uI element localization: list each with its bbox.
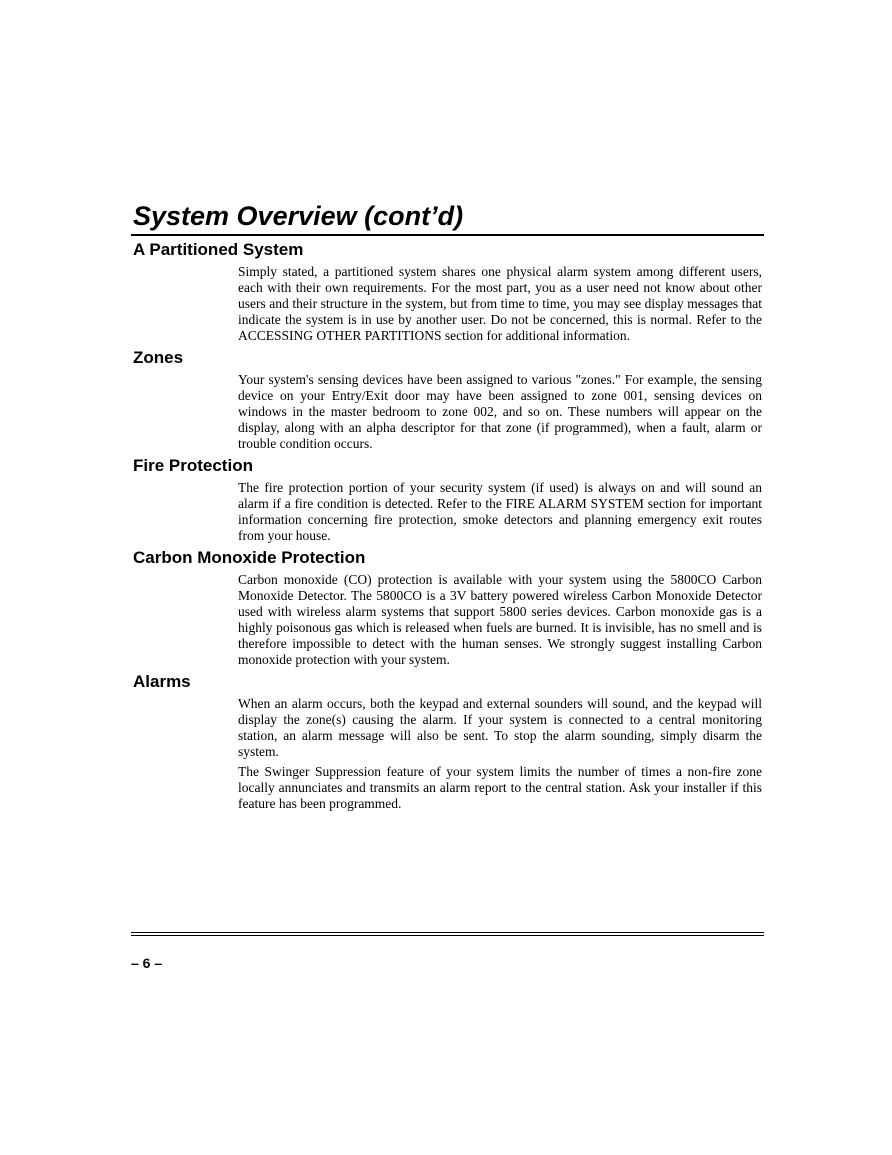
section-paragraph: The fire protection portion of your security system (if used) is always on and will sound an alarm if a fire condition is detected. Refer to the FIRE ALARM SYSTEM section for important information concerning fire protection, smoke detectors and planning emergency exit routes from your house. [238, 480, 762, 543]
section-heading: A Partitioned System [133, 240, 304, 259]
section-heading: Alarms [133, 672, 191, 691]
section-fire-protection [131, 456, 764, 544]
section-paragraph: Simply stated, a partitioned system shares one physical alarm system among different users, each with their own requirements. For the most part, you as a user need not know about other users and their structure in the system, but from time to time, you may see display messages that indicate the system is in use by another user. Do not be concerned, this is normal. Refer to the ACCESSING OTHER PARTITIONS section for additional information. [238, 264, 762, 343]
section-paragraph: When an alarm occurs, both the keypad and external sounders will sound, and the keypad will display the zone(s) causing the alarm. If your system is connected to a central monitoring station, an alarm message will also be sent. To stop the alarm sounding, simply disarm the system. [238, 696, 762, 759]
section-heading: Carbon Monoxide Protection [133, 548, 366, 567]
section-heading: Zones [133, 348, 184, 367]
title-divider [131, 234, 764, 236]
section-carbon-monoxide [131, 548, 764, 668]
page-number: – 6 – [131, 955, 163, 971]
section-paragraph: Carbon monoxide (CO) protection is available with your system using the 5800CO Carbon Monoxide Detector. The 5800CO is a 3V battery powered wireless Carbon Monoxide Detector used with wireless alarm systems that support 5800 series devices. Carbon monoxide gas is a highly poisonous gas which is released when fuels are burned. It is invisible, has no smell and is therefore impossible to detect with the human senses. We strongly suggest installing Carbon monoxide protection with your system. [238, 572, 762, 667]
document-page [131, 200, 764, 812]
section-zones [131, 348, 764, 452]
section-heading: Fire Protection [133, 456, 253, 475]
page-title: System Overview (cont’d) [133, 201, 464, 231]
section-partitioned-system [131, 240, 764, 344]
section-paragraph: Your system's sensing devices have been assigned to various "zones." For example, the sensing device on your Entry/Exit door may have been assigned to zone 001, sensing devices on windows in the master bedroom to zone 002, and so on. These numbers will appear on the display, along with an alpha descriptor for that zone (if programmed), when a fault, alarm or trouble condition occurs. [238, 372, 762, 451]
section-paragraph: The Swinger Suppression feature of your system limits the number of times a non-fire zone locally annunciates and transmits an alarm report to the central station. Ask your installer if this feature has been programmed. [238, 764, 762, 811]
footer-divider [131, 932, 764, 936]
section-alarms [131, 672, 764, 812]
